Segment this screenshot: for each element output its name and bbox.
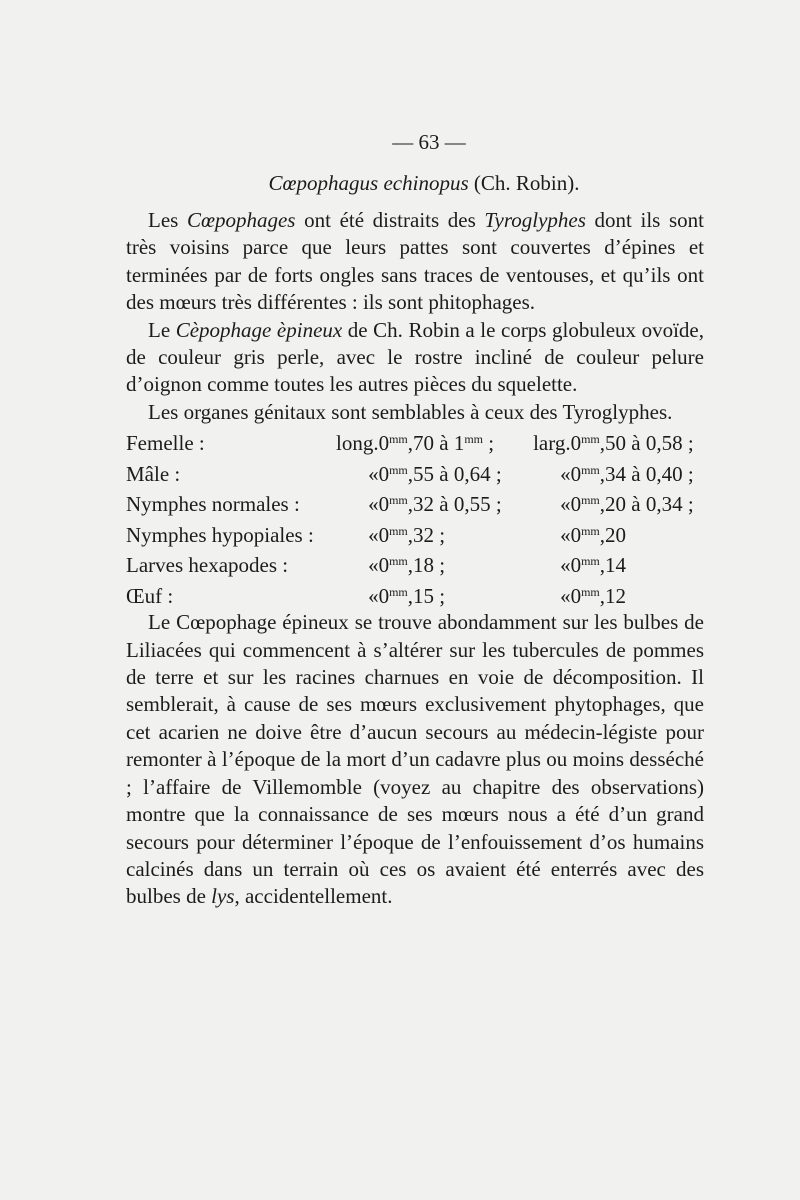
unit-sup: mm (389, 493, 408, 508)
length-value (379, 579, 529, 610)
value-prefix: 0 (378, 461, 390, 486)
length-label: « (368, 522, 379, 547)
unit-sup: mm (389, 462, 408, 477)
paragraph-habitat (126, 609, 704, 910)
stage-label: Nymphes normales : (126, 492, 300, 517)
width-value (571, 518, 704, 549)
measurement-row (126, 487, 704, 518)
value-prefix: 0 (378, 492, 390, 517)
value-rest: ,34 à 0,40 ; (599, 461, 694, 486)
value-prefix: 0 (378, 553, 390, 578)
length-label: « (368, 553, 379, 578)
value-prefix: 0 (570, 583, 582, 608)
species-name: Cœpophagus echinopus (268, 171, 469, 195)
value-rest: ,15 ; (407, 583, 446, 608)
paragraph-description (126, 317, 704, 399)
measurement-row (126, 457, 704, 488)
value-prefix: 0 (570, 522, 582, 547)
value-rest: ,14 (599, 553, 627, 578)
unit-sup: mm (581, 432, 600, 447)
text-run: de Ch. Robin a le corps globuleux ovoïde, de couleur gris perle, avec le rostre incliné de couleur pelure d’oignon comme toutes les autres pièces du squelette. (126, 317, 704, 397)
measurement-row (126, 518, 704, 549)
length-value (379, 487, 529, 518)
section-title (126, 168, 704, 198)
unit-sup: mm (581, 462, 600, 477)
value-rest: ,20 à 0,34 ; (599, 492, 694, 517)
unit-sup: mm (581, 554, 600, 569)
measurement-row (126, 548, 704, 579)
italic-term: Tyroglyphes (484, 208, 586, 232)
value-rest: ,18 ; (407, 553, 446, 578)
stage-label: Œuf : (126, 583, 174, 608)
text-run: dont ils sont très voisins parce que leurs pattes sont couvertes d’épines et terminées par de forts ongles sans traces de ventouses, et qu’ils ont des mœurs très différentes : ils sont phitophages. (126, 208, 704, 315)
value-rest: ,50 à 0,58 ; (599, 431, 694, 456)
unit-sup: mm (581, 584, 600, 599)
width-label: « (560, 522, 571, 547)
stage-label: Nymphes hypopiales : (126, 522, 314, 547)
unit-sup: mm (389, 554, 408, 569)
length-value (379, 426, 529, 457)
unit-sup: mm (581, 523, 600, 538)
width-value (571, 579, 704, 610)
width-label: « (560, 492, 571, 517)
length-value (379, 457, 529, 488)
value-prefix: 0 (570, 553, 582, 578)
value-prefix: 0 (570, 492, 582, 517)
length-label: long. (336, 431, 379, 456)
italic-term: Cœpophages (186, 208, 296, 232)
width-label: « (560, 461, 571, 486)
measurements-table (126, 426, 704, 609)
width-value (571, 457, 704, 488)
value-prefix: 0 (378, 583, 390, 608)
value-rest: ,20 (599, 522, 627, 547)
value-rest: ,70 à 1 (407, 431, 465, 456)
measurement-row (126, 426, 704, 457)
value-end: ; (483, 431, 495, 456)
paragraph-intro (126, 207, 704, 317)
width-label: « (560, 583, 571, 608)
stage-label: Femelle : (126, 431, 205, 456)
italic-term: lys (211, 884, 235, 909)
unit-sup: mm (581, 493, 600, 508)
value-rest: ,32 ; (407, 522, 446, 547)
text-run: Le Cœpophage épineux se trouve abondamment sur les bulbes de Liliacées qui commencent à s’altérer sur les tubercules de pommes de terre et sur les racines charnues en voie de décomposition. Il semblerait, à cause de ses mœurs exclusivement phytophages, que cet acarien ne doive être d’aucun secours au médecin-légiste pour remonter à l’époque de la mort d’un cadavre plus ou moins desséché ; l’affaire de Villemomble (voyez au chapitre des observations) montre que la connaissance de ses mœurs nous a été d’un grand secours pour déterminer l’époque de l’enfouissement d’os humains calcinés dans un terrain où ces os avaient été enterrés avec des bulbes de (126, 610, 704, 909)
stage-label: Larves hexapodes : (126, 553, 289, 578)
width-value (571, 426, 704, 457)
value-prefix: 0 (378, 522, 390, 547)
stage-label: Mâle : (126, 461, 181, 486)
unit-sup: mm (389, 432, 408, 447)
length-label: « (368, 583, 379, 608)
measurement-row (126, 579, 704, 610)
length-label: « (368, 492, 379, 517)
value-rest: ,32 à 0,55 ; (407, 492, 502, 517)
paragraph-organs: Les organes génitaux sont semblables à ceux des Tyroglyphes. (148, 399, 673, 424)
value-rest: ,12 (599, 583, 627, 608)
species-author: (Ch. Robin). (473, 171, 580, 195)
width-label: larg. (533, 431, 571, 456)
text-run: Les (148, 208, 187, 232)
unit-sup: mm (389, 584, 408, 599)
page-body (126, 128, 704, 911)
length-value (379, 518, 529, 549)
text-run: Le (148, 317, 176, 342)
length-value (379, 548, 529, 579)
value-prefix: 0 (570, 431, 582, 456)
length-label: « (368, 461, 379, 486)
value-prefix: 0 (378, 431, 390, 456)
unit-sup: mm (464, 432, 484, 447)
value-rest: ,55 à 0,64 ; (407, 461, 502, 486)
text-run: , accidentellement. (234, 884, 393, 909)
width-label: « (560, 553, 571, 578)
page-number: — 63 — (392, 130, 466, 154)
value-prefix: 0 (570, 461, 582, 486)
width-value (571, 487, 704, 518)
text-run: ont été distraits des (295, 208, 485, 232)
unit-sup: mm (389, 523, 408, 538)
italic-term: Cèpophage èpineux (175, 317, 343, 342)
width-value (571, 548, 704, 579)
